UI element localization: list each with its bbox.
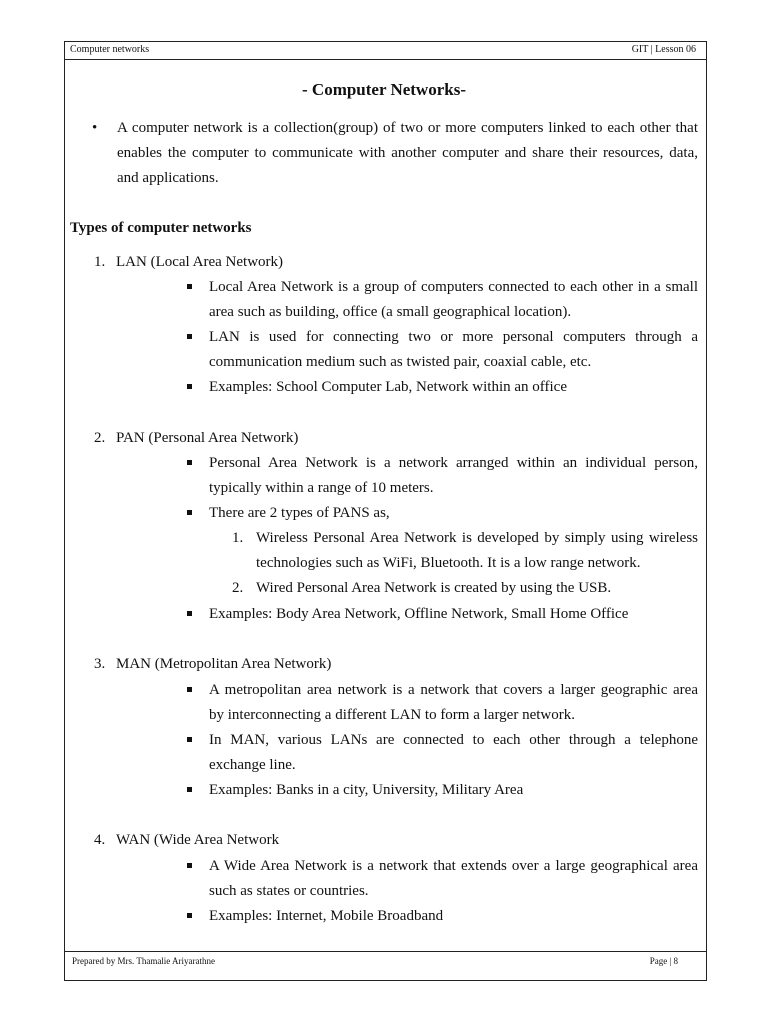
man-b1-line2: by interconnecting a different LAN to form a larger network.	[209, 707, 575, 723]
square-bullet-icon	[187, 510, 192, 515]
lan-b1-line2: area such as building, office (a small geographical location).	[209, 304, 572, 320]
lan-b1-line1: Local Area Network is a group of computers connected to each other in a small	[209, 279, 698, 295]
types-heading: Types of computer networks	[70, 220, 252, 236]
man-b3: Examples: Banks in a city, University, Military Area	[209, 782, 524, 798]
wan-b1-line2: such as states or countries.	[209, 883, 369, 899]
intro-line-1: A computer network is a collection(group) of two or more computers linked to each other that	[117, 120, 698, 136]
man-number: 3.	[94, 656, 106, 672]
page-title: - Computer Networks-	[302, 80, 466, 99]
square-bullet-icon	[187, 384, 192, 389]
man-b2-line2: exchange line.	[209, 757, 296, 773]
square-bullet-icon	[187, 737, 192, 742]
square-bullet-icon	[187, 787, 192, 792]
man-b2-line1: In MAN, various LANs are connected to each other through a telephone	[209, 732, 698, 748]
header-divider	[64, 59, 707, 60]
man-title: MAN (Metropolitan Area Network)	[116, 656, 332, 672]
intro-line-3: and applications.	[117, 170, 219, 186]
intro-line-2: enables the computer to communicate with another computer and share their resources, data,	[117, 145, 698, 161]
pan-sub2-number: 2.	[232, 580, 244, 596]
wan-title: WAN (Wide Area Network	[116, 832, 280, 848]
lan-title: LAN (Local Area Network)	[116, 254, 284, 270]
square-bullet-icon	[187, 460, 192, 465]
wan-number: 4.	[94, 832, 106, 848]
square-bullet-icon	[187, 284, 192, 289]
pan-number: 2.	[94, 430, 106, 446]
lan-b3: Examples: School Computer Lab, Network within an office	[209, 379, 567, 395]
pan-b1-line1: Personal Area Network is a network arranged within an individual person,	[209, 455, 698, 471]
pan-b2: There are 2 types of PANS as,	[209, 505, 390, 521]
pan-b1-line2: typically within a range of 10 meters.	[209, 480, 434, 496]
footer-left: Prepared by Mrs. Thamalie Ariyarathne	[72, 956, 216, 966]
square-bullet-icon	[187, 334, 192, 339]
square-bullet-icon	[187, 611, 192, 616]
lan-b2-line2: communication medium such as twisted pair, coaxial cable, etc.	[209, 354, 592, 370]
bullet-dot-icon: •	[92, 120, 98, 136]
pan-title: PAN (Personal Area Network)	[116, 430, 299, 446]
square-bullet-icon	[187, 863, 192, 868]
footer-divider	[64, 951, 707, 952]
pan-sub2: Wired Personal Area Network is created by using the USB.	[256, 580, 612, 596]
header-left: Computer networks	[70, 44, 150, 55]
lan-number: 1.	[94, 254, 106, 270]
footer-page-number: Page | 8	[649, 956, 678, 966]
wan-b1-line1: A Wide Area Network is a network that extends over a large geographical area	[209, 858, 698, 874]
pan-b3: Examples: Body Area Network, Offline Network, Small Home Office	[209, 606, 629, 622]
lan-b2-line1: LAN is used for connecting two or more personal computers through a	[209, 329, 698, 345]
square-bullet-icon	[187, 913, 192, 918]
header-right: GIT | Lesson 06	[631, 44, 696, 55]
pan-sub1-line2: technologies such as WiFi, Bluetooth. It is a low range network.	[256, 555, 641, 571]
man-b1-line1: A metropolitan area network is a network that covers a larger geographic area	[209, 682, 698, 698]
pan-sub1-line1: Wireless Personal Area Network is developed by simply using wireless	[256, 530, 698, 546]
pan-sub1-number: 1.	[232, 530, 244, 546]
square-bullet-icon	[187, 687, 192, 692]
wan-b2: Examples: Internet, Mobile Broadband	[209, 908, 444, 924]
